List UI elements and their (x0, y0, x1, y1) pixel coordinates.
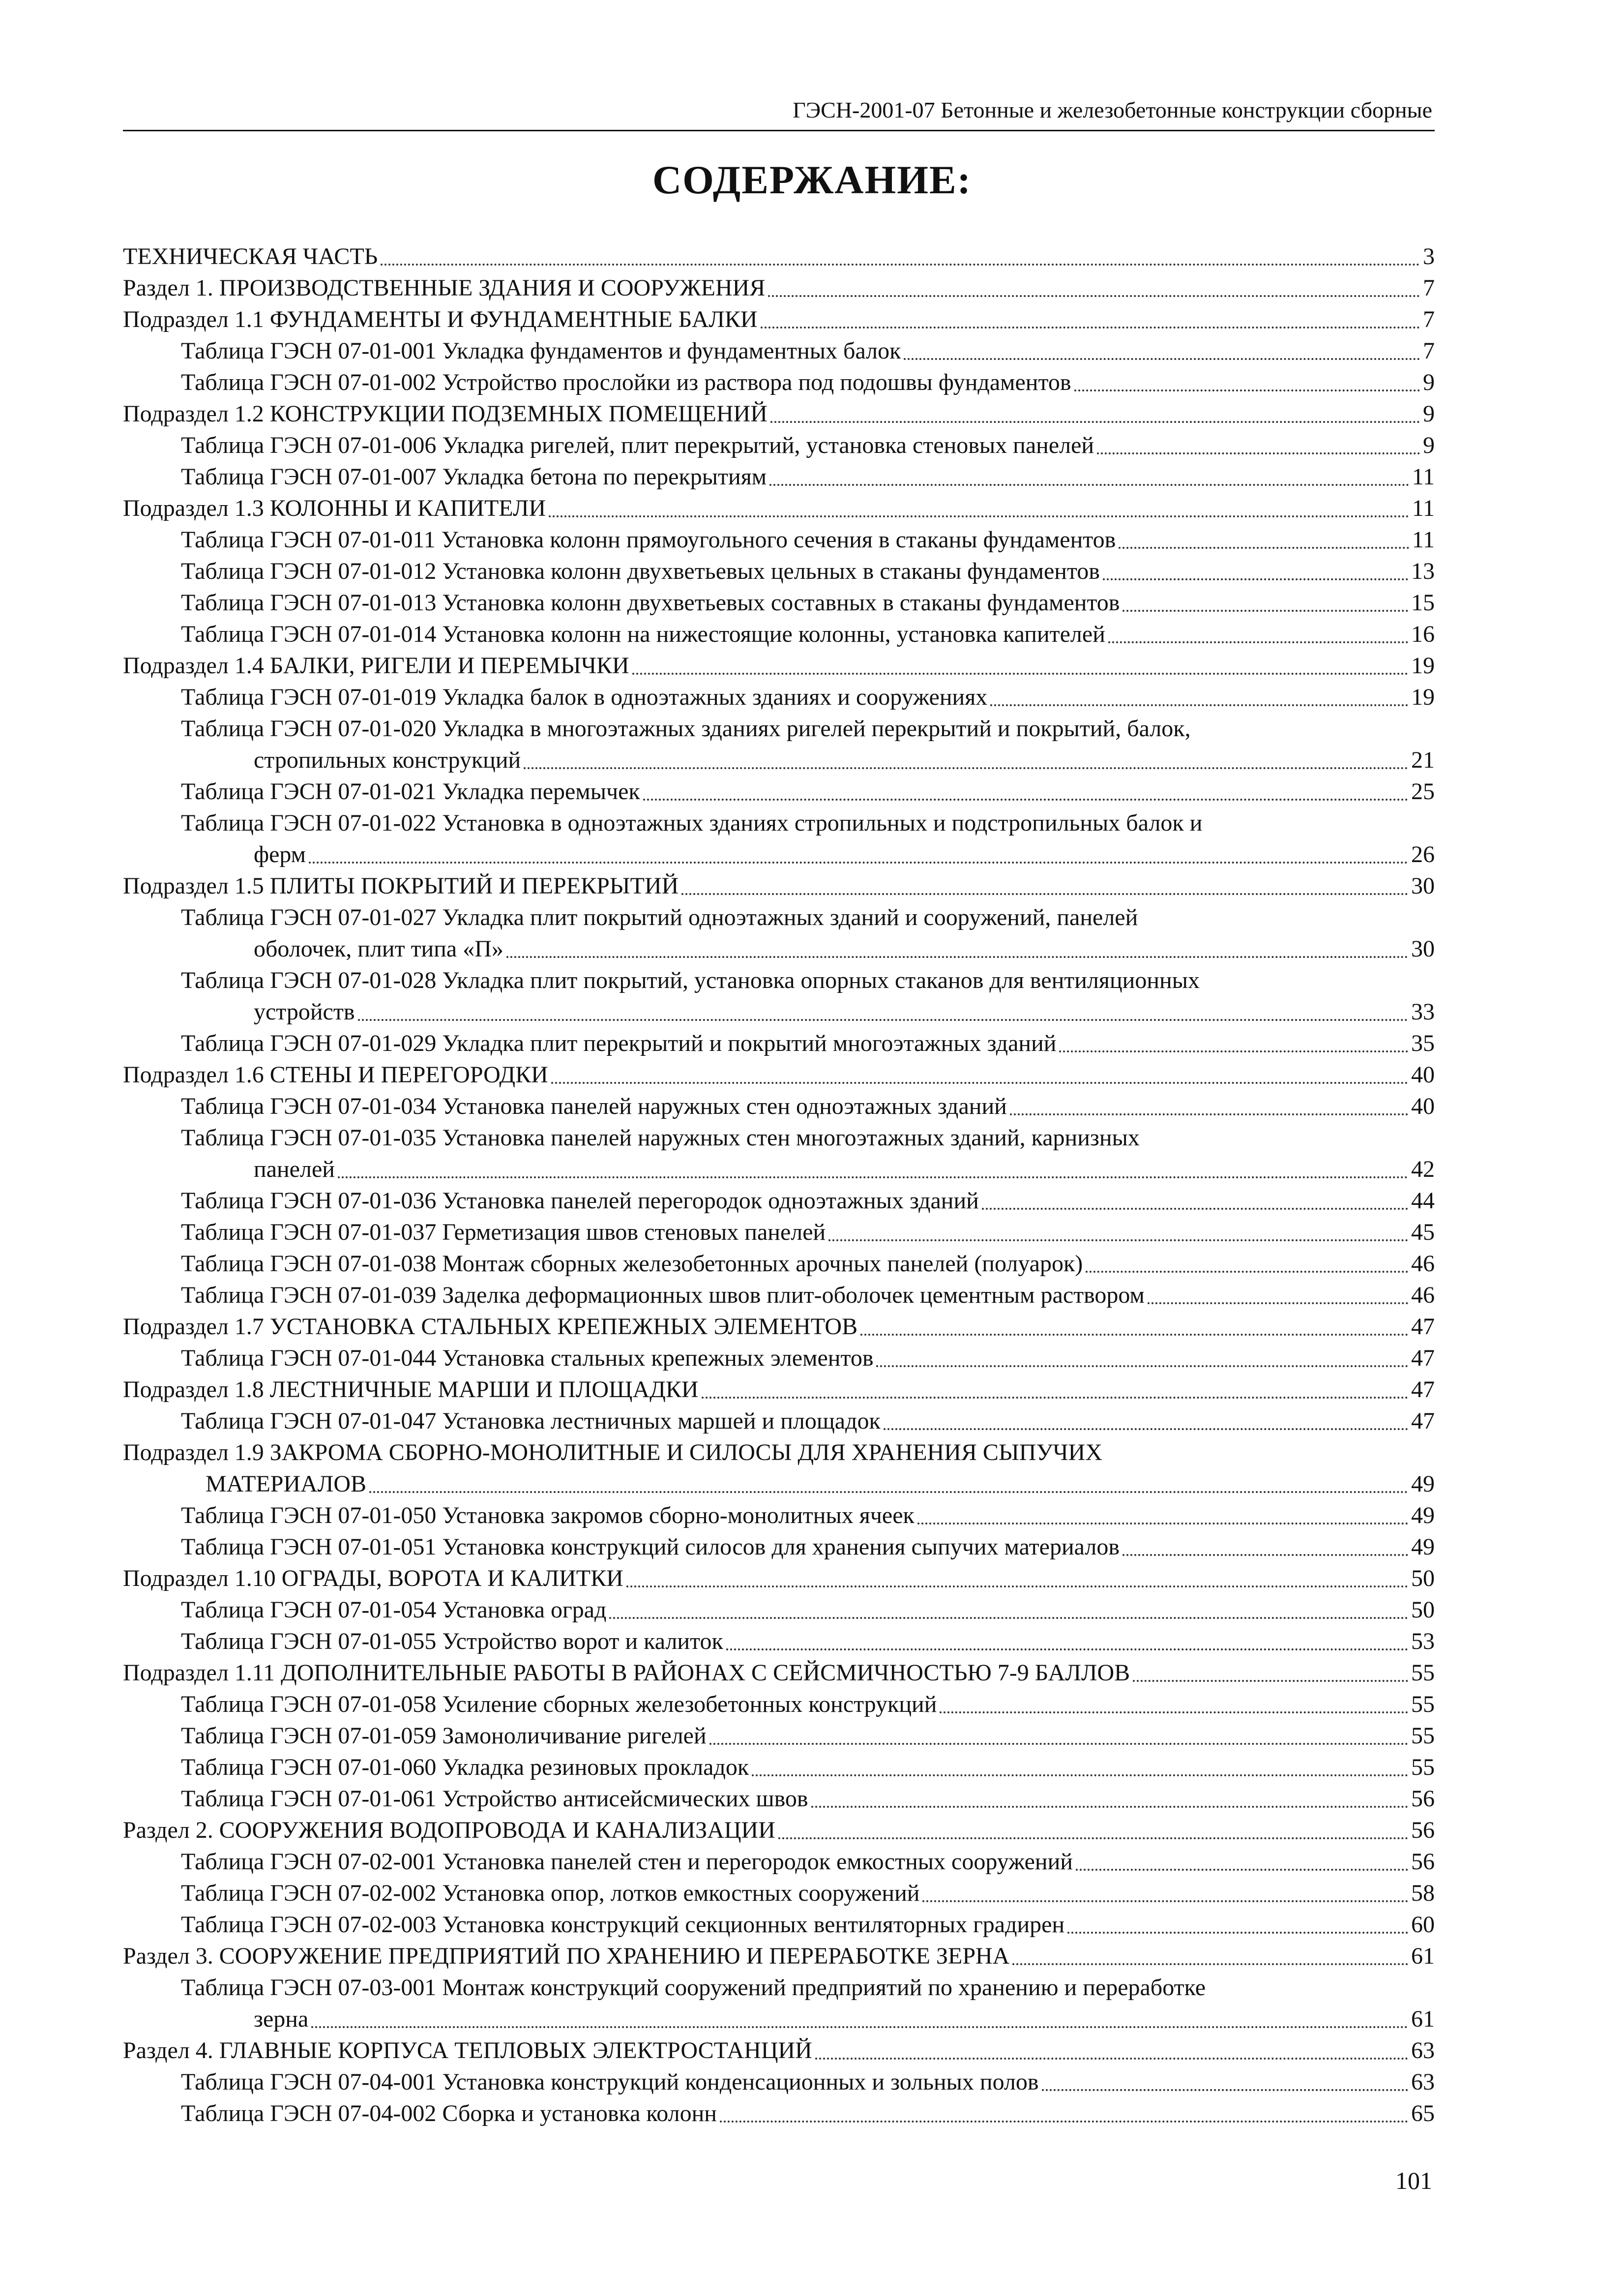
toc-entry[interactable] (123, 650, 1435, 682)
dot-leader (551, 1082, 1408, 1084)
toc-page-number: 9 (1423, 401, 1435, 427)
toc-entry-title: Таблица ГЭСН 07-01-014 Установка колонн на нижестоящие колонны, установка капителей (181, 621, 1105, 647)
toc-entry-title: Подраздел 1.10 ОГРАДЫ, ВОРОТА И КАЛИТКИ (123, 1565, 623, 1591)
toc-entry-title: Таблица ГЭСН 07-02-002 Установка опор, лотков емкостных сооружений (181, 1880, 920, 1906)
toc-page-number: 16 (1411, 621, 1435, 647)
page-number: 101 (1395, 2167, 1432, 2194)
toc-page-number: 7 (1423, 306, 1435, 332)
toc-page-number: 33 (1411, 999, 1435, 1025)
toc-entry-title: Таблица ГЭСН 07-01-011 Установка колонн прямоугольного сечения в стаканы фундаментов (181, 527, 1116, 553)
dot-leader (811, 1806, 1408, 1808)
toc-entry[interactable] (123, 1657, 1435, 1689)
table-of-contents (123, 241, 1435, 2129)
dot-leader (768, 295, 1420, 297)
dot-leader (752, 1774, 1408, 1776)
dot-leader (922, 1900, 1408, 1902)
dot-leader (338, 1176, 1408, 1178)
toc-entry[interactable] (123, 1406, 1435, 1437)
toc-entry-title: Подраздел 1.2 КОНСТРУКЦИИ ПОДЗЕМНЫХ ПОМЕЩЕНИЙ (123, 401, 768, 427)
toc-entry-title: Таблица ГЭСН 07-01-029 Укладка плит перекрытий и покрытий многоэтажных зданий (181, 1030, 1057, 1056)
toc-entry-title: Таблица ГЭСН 07-01-022 Установка в одноэтажных зданиях стропильных и подстропильных балок и (181, 810, 1203, 836)
toc-entry-title: Таблица ГЭСН 07-01-059 Замоноличивание ригелей (181, 1723, 707, 1749)
toc-page-number: 47 (1411, 1314, 1435, 1340)
toc-entry-title: Таблица ГЭСН 07-01-060 Укладка резиновых прокладок (181, 1754, 749, 1780)
toc-entry-title: Таблица ГЭСН 07-01-055 Устройство ворот и калиток (181, 1628, 723, 1654)
toc-entry-title: Подраздел 1.5 ПЛИТЫ ПОКРЫТИЙ И ПЕРЕКРЫТИЙ (123, 873, 679, 899)
dot-leader (709, 1743, 1408, 1745)
toc-entry[interactable] (123, 682, 1435, 713)
toc-page-number: 65 (1411, 2100, 1435, 2126)
toc-entry-title: Таблица ГЭСН 07-01-002 Устройство прослойки из раствора под подошвы фундаментов (181, 369, 1071, 395)
toc-entry[interactable] (123, 776, 1435, 808)
dot-leader (815, 2058, 1408, 2060)
toc-entry-title: Таблица ГЭСН 07-02-001 Установка панелей стен и перегородок емкостных сооружений (181, 1849, 1073, 1875)
toc-entry[interactable] (123, 1626, 1435, 1657)
dot-leader (1067, 1932, 1408, 1934)
toc-page-number: 46 (1411, 1282, 1435, 1308)
toc-page-number: 55 (1411, 1754, 1435, 1780)
toc-page-number: 61 (1411, 2006, 1435, 2032)
toc-page-number: 55 (1411, 1691, 1435, 1717)
toc-entry-title: Подраздел 1.3 КОЛОННЫ И КАПИТЕЛИ (123, 495, 546, 521)
dot-leader (702, 1397, 1408, 1399)
toc-entry[interactable] (123, 1280, 1435, 1311)
toc-page-number: 9 (1423, 432, 1435, 458)
toc-entry-title: Таблица ГЭСН 07-01-058 Усиление сборных железобетонных конструкций (181, 1691, 937, 1717)
toc-entry-title: Таблица ГЭСН 07-02-003 Установка конструкций секционных вентиляторных градирен (181, 1912, 1065, 1938)
dot-leader (309, 862, 1408, 864)
dot-leader (1074, 389, 1420, 391)
toc-entry-title: Таблица ГЭСН 07-01-051 Установка конструкций силосов для хранения сыпучих материалов (181, 1534, 1120, 1560)
toc-entry-title: Подраздел 1.11 ДОПОЛНИТЕЛЬНЫЕ РАБОТЫ В РАЙОНАХ С СЕЙСМИЧНОСТЬЮ 7-9 БАЛЛОВ (123, 1660, 1130, 1686)
toc-entry-title: Таблица ГЭСН 07-01-021 Укладка перемычек (181, 778, 640, 805)
toc-entry-title: Таблица ГЭСН 07-01-061 Устройство антисейсмических швов (181, 1786, 808, 1812)
toc-page-number: 11 (1412, 495, 1435, 521)
toc-entry-title: Таблица ГЭСН 07-01-038 Монтаж сборных железобетонных арочных панелей (полуарок) (181, 1251, 1083, 1277)
toc-entry[interactable] (123, 1531, 1435, 1563)
toc-entry[interactable] (123, 619, 1435, 650)
toc-entry-title-continuation: панелей (254, 1156, 335, 1182)
toc-entry-title-continuation: устройств (254, 999, 355, 1025)
dot-leader (876, 1365, 1408, 1367)
toc-entry-title-continuation: зерна (254, 2006, 309, 2032)
toc-page-number: 40 (1411, 1093, 1435, 1119)
dot-leader (1010, 1113, 1408, 1115)
toc-page-number: 7 (1423, 338, 1435, 364)
contents-title: СОДЕРЖАНИЕ: (652, 157, 972, 202)
toc-page-number: 11 (1412, 464, 1435, 490)
dot-leader (940, 1711, 1408, 1713)
toc-entry[interactable] (123, 272, 1435, 304)
toc-entry[interactable] (123, 556, 1435, 587)
toc-page-number: 60 (1411, 1912, 1435, 1938)
dot-leader (1097, 452, 1420, 454)
toc-page-number: 53 (1411, 1628, 1435, 1654)
dot-leader (549, 515, 1409, 517)
toc-entry[interactable] (123, 713, 1435, 776)
toc-page-number: 21 (1411, 747, 1435, 773)
toc-entry-title: Раздел 3. СООРУЖЕНИЕ ПРЕДПРИЯТИЙ ПО ХРАНЕНИЮ И ПЕРЕРАБОТКЕ ЗЕРНА (123, 1943, 1010, 1969)
toc-entry[interactable] (123, 1374, 1435, 1406)
toc-entry-title-continuation: оболочек, плит типа «П» (254, 936, 503, 962)
toc-entry[interactable] (123, 1437, 1435, 1500)
toc-entry[interactable] (123, 1752, 1435, 1783)
dot-leader (681, 893, 1408, 895)
toc-entry-title: Подраздел 1.7 УСТАНОВКА СТАЛЬНЫХ КРЕПЕЖНЫХ ЭЛЕМЕНТОВ (123, 1314, 858, 1340)
dot-leader (884, 1428, 1408, 1430)
toc-page-number: 13 (1411, 558, 1435, 584)
toc-entry[interactable] (123, 1122, 1435, 1185)
dot-leader (720, 2121, 1408, 2123)
toc-entry[interactable] (123, 1311, 1435, 1343)
toc-entry[interactable] (123, 1248, 1435, 1280)
toc-page-number: 47 (1411, 1376, 1435, 1403)
toc-page-number: 58 (1411, 1880, 1435, 1906)
dot-leader (1076, 1869, 1408, 1871)
dot-leader (990, 704, 1408, 706)
toc-page-number: 30 (1411, 936, 1435, 962)
toc-entry-title: Таблица ГЭСН 07-01-020 Укладка в многоэтажных зданиях ригелей перекрытий и покрытий, балок, (181, 716, 1191, 742)
toc-page-number: 56 (1411, 1817, 1435, 1843)
toc-entry-title: Таблица ГЭСН 07-01-047 Установка лестничных маршей и площадок (181, 1408, 881, 1434)
toc-entry[interactable] (123, 1028, 1435, 1059)
dot-leader (1103, 578, 1408, 580)
dot-leader (524, 767, 1408, 769)
dot-leader (358, 1019, 1409, 1021)
toc-entry[interactable] (123, 398, 1435, 430)
toc-entry[interactable] (123, 808, 1435, 870)
dot-leader (761, 327, 1420, 329)
toc-entry[interactable] (123, 1343, 1435, 1374)
toc-entry-title: Раздел 2. СООРУЖЕНИЯ ВОДОПРОВОДА И КАНАЛИЗАЦИИ (123, 1817, 775, 1843)
toc-entry[interactable] (123, 524, 1435, 556)
toc-entry[interactable] (123, 335, 1435, 367)
toc-entry-title: Подраздел 1.1 ФУНДАМЕНТЫ И ФУНДАМЕНТНЫЕ БАЛКИ (123, 306, 758, 332)
toc-entry-title-continuation: ферм (254, 841, 306, 867)
dot-leader (904, 358, 1420, 360)
toc-entry-title: Таблица ГЭСН 07-01-027 Укладка плит покрытий одноэтажных зданий и сооружений, панелей (181, 904, 1138, 930)
toc-entry-title: Таблица ГЭСН 07-01-034 Установка панелей наружных стен одноэтажных зданий (181, 1093, 1007, 1119)
dot-leader (1108, 641, 1408, 643)
dot-leader (369, 1491, 1408, 1493)
toc-entry-title: Таблица ГЭСН 07-01-050 Установка закромов сборно-монолитных ячеек (181, 1502, 915, 1528)
toc-page-number: 50 (1411, 1565, 1435, 1591)
toc-entry-title: Раздел 4. ГЛАВНЫЕ КОРПУСА ТЕПЛОВЫХ ЭЛЕКТРОСТАНЦИЙ (123, 2037, 812, 2064)
dot-leader (828, 1239, 1408, 1241)
toc-entry[interactable] (123, 1720, 1435, 1752)
toc-entry[interactable] (123, 1500, 1435, 1531)
dot-leader (1086, 1271, 1408, 1273)
toc-page-number: 55 (1411, 1723, 1435, 1749)
dot-leader (643, 799, 1408, 801)
toc-entry-title: Таблица ГЭСН 07-01-035 Установка панелей наружных стен многоэтажных зданий, карнизных (181, 1125, 1140, 1151)
toc-page-number: 47 (1411, 1408, 1435, 1434)
toc-entry[interactable] (123, 1563, 1435, 1594)
toc-entry[interactable] (123, 1689, 1435, 1720)
dot-leader (1133, 1680, 1408, 1682)
toc-page-number: 30 (1411, 873, 1435, 899)
toc-page-number: 42 (1411, 1156, 1435, 1182)
toc-page-number: 49 (1411, 1471, 1435, 1497)
toc-entry[interactable] (123, 1878, 1435, 1909)
toc-entry-title: Подраздел 1.6 СТЕНЫ И ПЕРЕГОРОДКИ (123, 1062, 548, 1088)
toc-page-number: 7 (1423, 275, 1435, 301)
dot-leader (982, 1208, 1408, 1210)
dot-leader (1122, 1554, 1408, 1556)
toc-entry[interactable] (123, 870, 1435, 902)
header-rule (123, 130, 1435, 131)
toc-entry-title: Таблица ГЭСН 07-04-001 Установка конструкций конденсационных и зольных полов (181, 2069, 1039, 2095)
dot-leader (381, 264, 1420, 266)
dot-leader (726, 1648, 1408, 1650)
toc-page-number: 26 (1411, 841, 1435, 867)
toc-entry[interactable] (123, 1091, 1435, 1122)
toc-page-number: 19 (1411, 684, 1435, 710)
toc-entry[interactable] (123, 2098, 1435, 2129)
toc-entry-title: Таблица ГЭСН 07-01-006 Укладка ригелей, плит перекрытий, установка стеновых панелей (181, 432, 1094, 458)
toc-entry-title: Таблица ГЭСН 07-01-036 Установка панелей перегородок одноэтажных зданий (181, 1188, 979, 1214)
toc-entry[interactable] (123, 1815, 1435, 1846)
toc-entry-title: Таблица ГЭСН 07-01-028 Укладка плит покрытий, установка опорных стаканов для вентиляционных (181, 967, 1200, 993)
toc-entry[interactable] (123, 241, 1435, 272)
toc-page-number: 56 (1411, 1786, 1435, 1812)
toc-entry-title: Таблица ГЭСН 07-01-013 Установка колонн двухветьевых составных в стаканы фундаментов (181, 590, 1120, 616)
toc-entry-title: Таблица ГЭСН 07-03-001 Монтаж конструкций сооружений предприятий по хранению и переработке (181, 1974, 1206, 2001)
toc-entry-title: Подраздел 1.9 ЗАКРОМА СБОРНО-МОНОЛИТНЫЕ И СИЛОСЫ ДЛЯ ХРАНЕНИЯ СЫПУЧИХ (123, 1439, 1102, 1465)
toc-page-number: 50 (1411, 1597, 1435, 1623)
toc-entry-title: Подраздел 1.4 БАЛКИ, РИГЕЛИ И ПЕРЕМЫЧКИ (123, 653, 629, 679)
toc-page-number: 47 (1411, 1345, 1435, 1371)
toc-page-number: 49 (1411, 1534, 1435, 1560)
toc-entry[interactable] (123, 1059, 1435, 1091)
toc-page-number: 63 (1411, 2069, 1435, 2095)
toc-entry[interactable] (123, 304, 1435, 335)
toc-entry[interactable] (123, 1846, 1435, 1878)
dot-leader (770, 421, 1420, 423)
toc-entry-title: Таблица ГЭСН 07-01-039 Заделка деформационных швов плит-оболочек цементным раствором (181, 1282, 1145, 1308)
dot-leader (626, 1585, 1408, 1587)
dot-leader (1012, 1963, 1408, 1965)
toc-entry-title: Таблица ГЭСН 07-01-037 Герметизация швов стеновых панелей (181, 1219, 826, 1245)
toc-entry-title: ТЕХНИЧЕСКАЯ ЧАСТЬ (123, 243, 378, 269)
toc-entry[interactable] (123, 493, 1435, 524)
toc-entry[interactable] (123, 1217, 1435, 1248)
toc-entry-title-continuation: МАТЕРИАЛОВ (206, 1471, 367, 1497)
dot-leader (506, 956, 1408, 958)
toc-entry-title: Таблица ГЭСН 07-01-019 Укладка балок в одноэтажных зданиях и сооружениях (181, 684, 988, 710)
dot-leader (609, 1617, 1408, 1619)
toc-entry[interactable] (123, 1941, 1435, 1972)
dot-leader (311, 2026, 1408, 2028)
toc-page-number: 56 (1411, 1849, 1435, 1875)
toc-page-number: 55 (1411, 1660, 1435, 1686)
dot-leader (1119, 547, 1409, 549)
dot-leader (769, 484, 1409, 486)
dot-leader (860, 1334, 1408, 1336)
dot-leader (632, 673, 1408, 675)
toc-entry[interactable] (123, 1972, 1435, 2035)
toc-entry-title-continuation: стропильных конструкций (254, 747, 521, 773)
toc-entry[interactable] (123, 430, 1435, 461)
toc-page-number: 3 (1423, 243, 1435, 269)
dot-leader (917, 1523, 1408, 1525)
toc-entry-title: Таблица ГЭСН 07-01-054 Установка оград (181, 1597, 607, 1623)
toc-page-number: 44 (1411, 1188, 1435, 1214)
toc-entry[interactable] (123, 1909, 1435, 1941)
toc-entry[interactable] (123, 1783, 1435, 1815)
toc-page-number: 35 (1411, 1030, 1435, 1056)
toc-page-number: 45 (1411, 1219, 1435, 1245)
toc-page-number: 9 (1423, 369, 1435, 395)
running-header: ГЭСН-2001-07 Бетонные и железобетонные конструкции сборные (793, 97, 1432, 122)
toc-entry[interactable] (123, 367, 1435, 398)
dot-leader (1042, 2089, 1408, 2091)
toc-entry[interactable] (123, 902, 1435, 965)
toc-entry-title: Подраздел 1.8 ЛЕСТНИЧНЫЕ МАРШИ И ПЛОЩАДКИ (123, 1376, 699, 1403)
toc-entry-title: Таблица ГЭСН 07-01-001 Укладка фундаментов и фундаментных балок (181, 338, 901, 364)
toc-entry[interactable] (123, 2066, 1435, 2098)
toc-page-number: 25 (1411, 778, 1435, 805)
toc-page-number: 11 (1412, 527, 1435, 553)
toc-entry[interactable] (123, 587, 1435, 619)
toc-entry[interactable] (123, 1185, 1435, 1217)
toc-page-number: 19 (1411, 653, 1435, 679)
toc-page-number: 15 (1411, 590, 1435, 616)
dot-leader (1122, 610, 1408, 612)
toc-entry[interactable] (123, 2035, 1435, 2066)
toc-entry-title: Таблица ГЭСН 07-04-002 Сборка и установка колонн (181, 2100, 717, 2126)
toc-entry[interactable] (123, 461, 1435, 493)
toc-page-number: 46 (1411, 1251, 1435, 1277)
toc-entry-title: Таблица ГЭСН 07-01-044 Установка стальных крепежных элементов (181, 1345, 874, 1371)
toc-entry-title: Таблица ГЭСН 07-01-012 Установка колонн двухветьевых цельных в стаканы фундаментов (181, 558, 1100, 584)
toc-entry[interactable] (123, 1594, 1435, 1626)
toc-page-number: 49 (1411, 1502, 1435, 1528)
toc-page-number: 61 (1411, 1943, 1435, 1969)
dot-leader (1059, 1050, 1408, 1052)
dot-leader (1148, 1302, 1408, 1304)
dot-leader (778, 1837, 1408, 1839)
toc-entry[interactable] (123, 965, 1435, 1028)
toc-page-number: 63 (1411, 2037, 1435, 2064)
toc-entry-title: Раздел 1. ПРОИЗВОДСТВЕННЫЕ ЗДАНИЯ И СООРУЖЕНИЯ (123, 275, 766, 301)
toc-page-number: 40 (1411, 1062, 1435, 1088)
toc-entry-title: Таблица ГЭСН 07-01-007 Укладка бетона по перекрытиям (181, 464, 767, 490)
